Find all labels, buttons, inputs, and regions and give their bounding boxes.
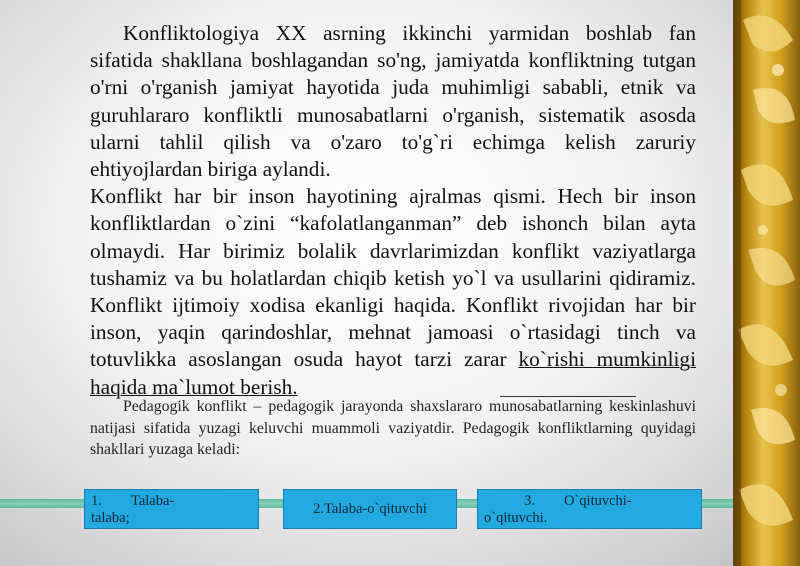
box2-text: 2.Talaba-o`qituvchi	[313, 500, 427, 517]
main-paragraph-2-part1: Konflikt har bir inson hayotining ajralmas qismi. Hech bir inson konfliktlardan o`zini “kafolatlanganman” deb ishonch bilan ayta olmaydi. Har birimiz bolalik davrlarimizdan konflikt vaziyatlarga tushamiz va bu holatlardan chiqib ketish yo`l va usullarini qidiramiz. Konflikt ijtimoiy xodisa ekanligi haqida. Konflikt rivojidan har bir inson, yaqin qarindoshlar, mehnat jamoasi o`rtasidagi tinch va totuvlikka asoslangan osuda hayot tarzi zarar	[90, 184, 696, 372]
sub-text-block	[90, 396, 696, 461]
box3-number: 3.	[524, 493, 535, 509]
box3-text-a: O`qituvchi-	[564, 493, 632, 509]
box1-number: 1.	[91, 493, 102, 509]
form-box-teacher-teacher	[477, 489, 702, 529]
main-text-block	[90, 20, 696, 401]
box3-text-b: o`qituvchi.	[484, 510, 548, 526]
ornament-graphic	[733, 0, 800, 566]
sub-paragraph: Pedagogik konflikt – pedagogik jarayonda shaxslararo munosabatlarning keskinlashuvi natijasi sifatida yuzagi keluvchi muammoli vaziyatdir. Pedagogik konfliktlarning quyidagi shakllari yuzaga keladi:	[90, 398, 696, 458]
form-box-student-teacher	[283, 489, 457, 529]
box1-text-a: Talaba-	[131, 493, 175, 509]
form-box-student-student	[84, 489, 259, 529]
main-paragraph-2	[90, 183, 696, 401]
box1-text-b: talaba;	[91, 510, 130, 526]
main-paragraph-2-part2: ko`rishi mumkinligi haqida ma`lumot berish.	[90, 347, 696, 399]
main-paragraph-1: Konfliktologiya XX asrning ikkinchi yarmidan boshlab fan sifatida shakllana boshlagandan so'ng, jamiyatda konfliktning tutgan o'rni o'rganish jamiyat hayotida juda muhimligi sababli, etnik va guruhlararo konfliktli munosabatlarni o'rganish, sistematik asosda ularni tahlil qilish va o'zaro to'g`ri echimga kelish zaruriy ehtiyojlardan biriga aylandi.	[90, 21, 696, 182]
decorative-gold-band	[733, 0, 800, 566]
